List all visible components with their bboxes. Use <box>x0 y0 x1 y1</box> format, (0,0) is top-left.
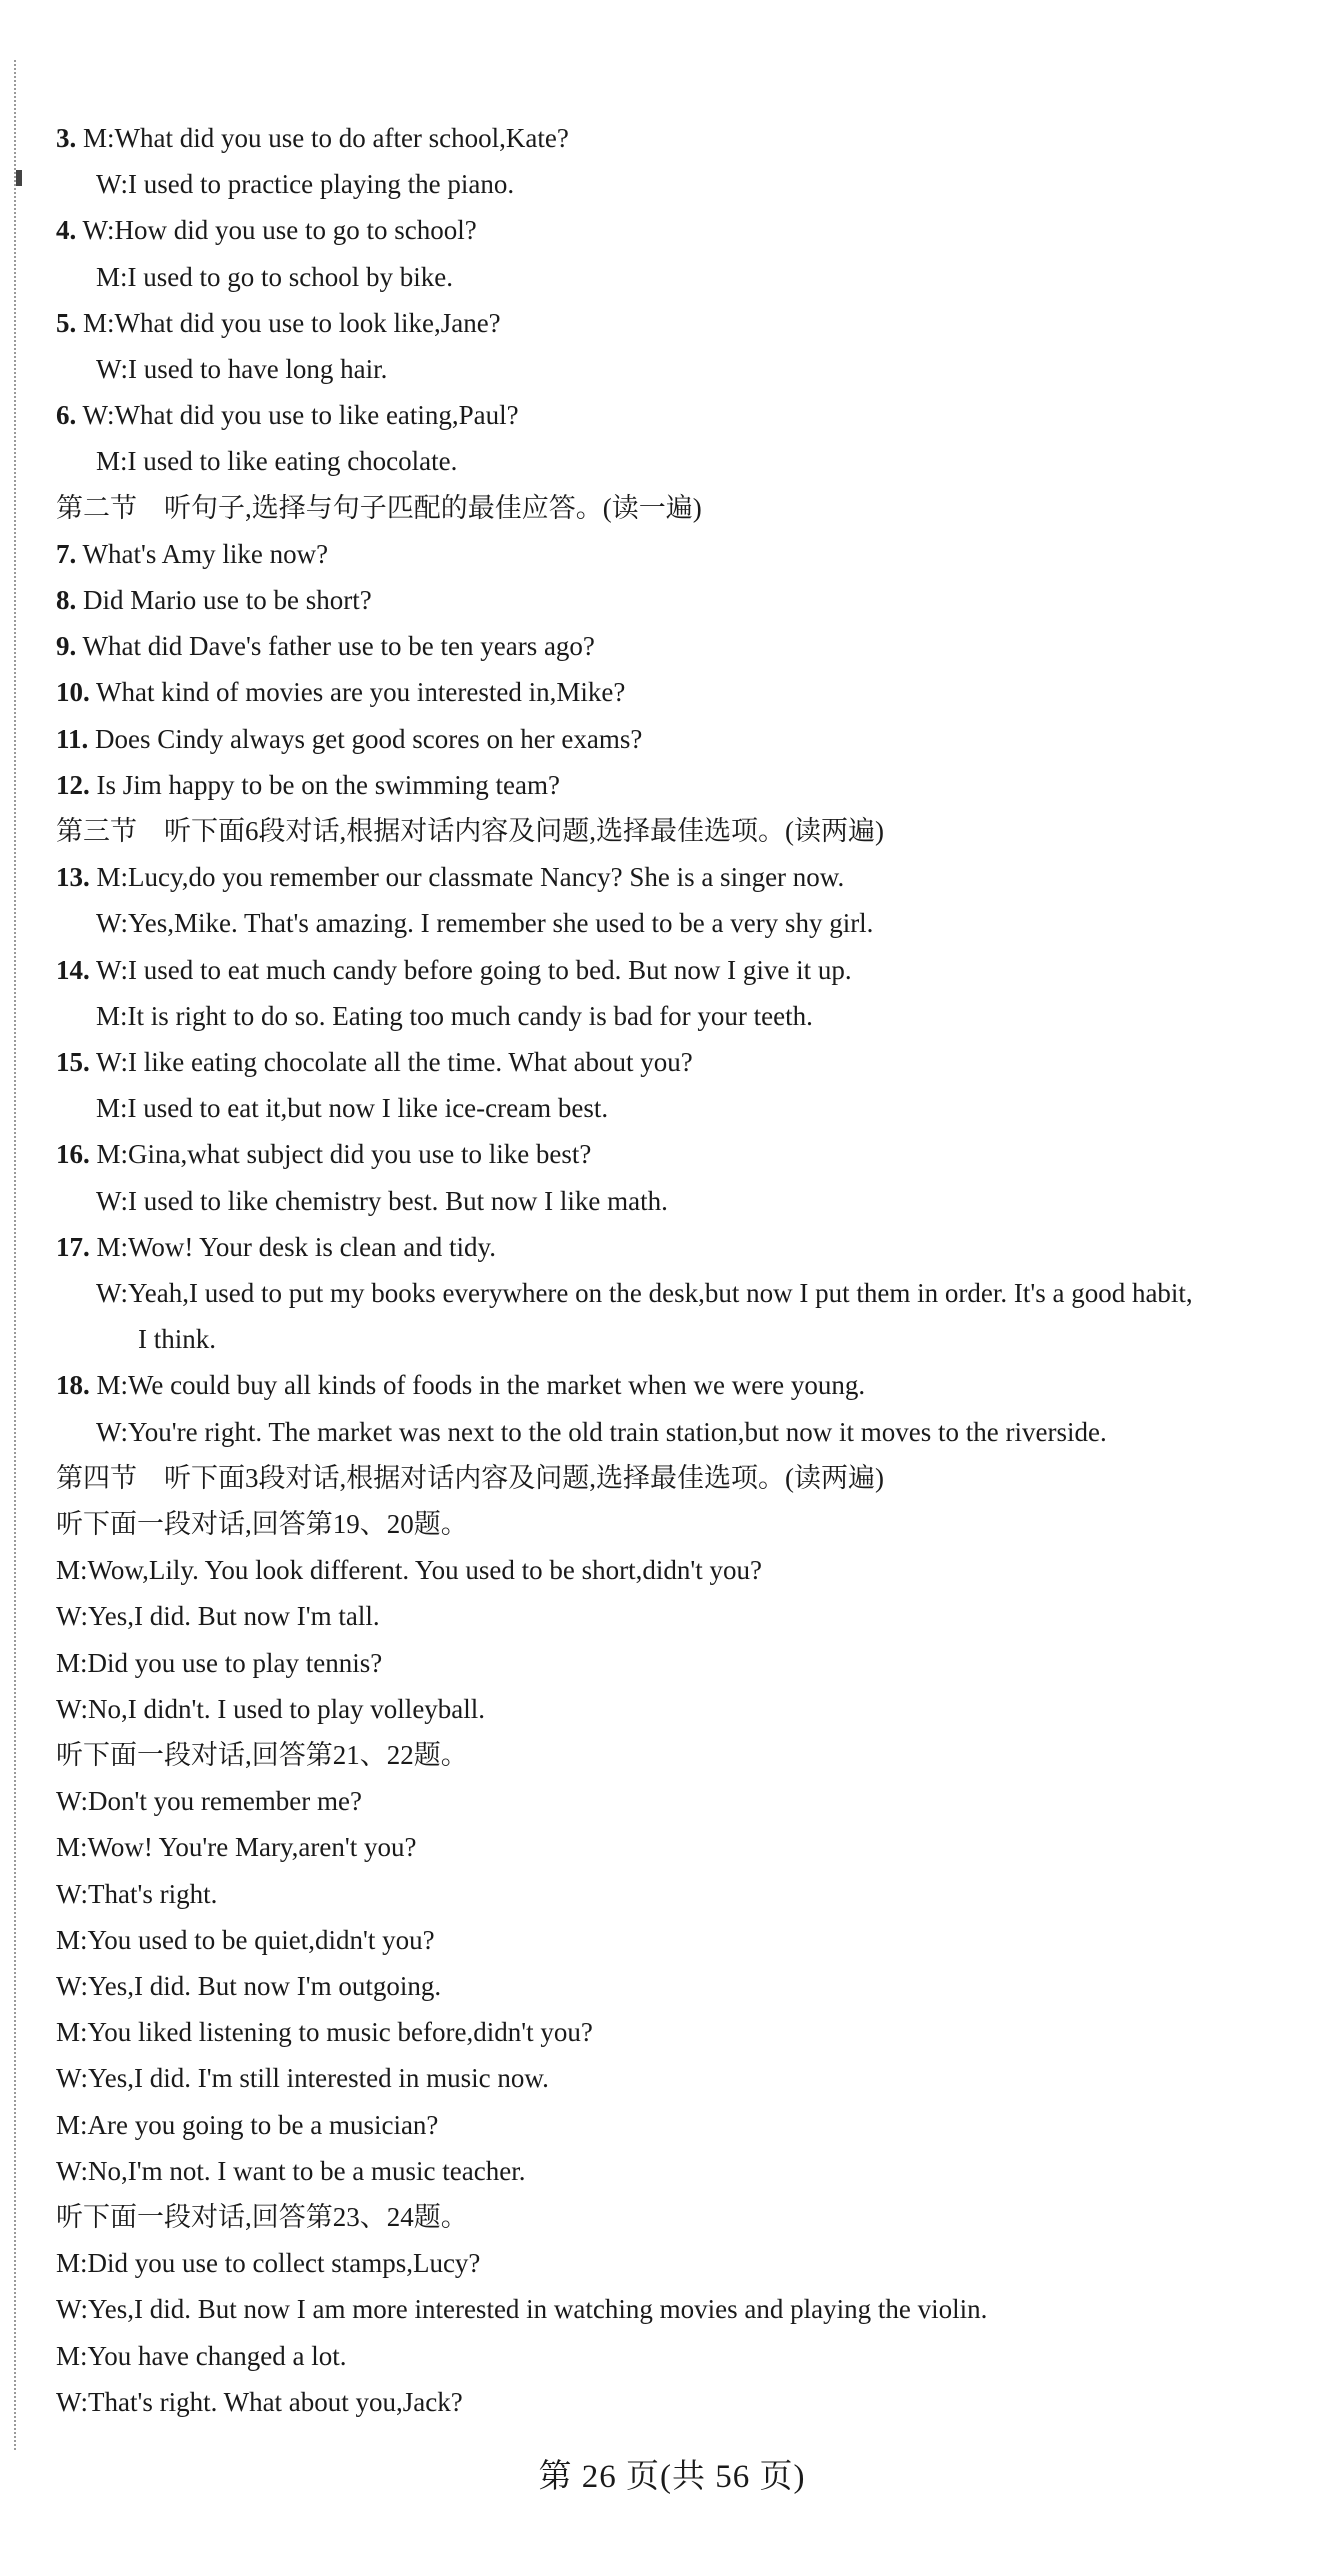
question-number: 18. <box>56 1370 90 1401</box>
transcript-line <box>96 905 873 941</box>
line-text: 第二节 听句子,选择与句子匹配的最佳应答。(读一遍) <box>56 492 702 523</box>
transcript-line <box>56 2060 549 2096</box>
question-number: 14. <box>56 954 90 985</box>
transcript-line <box>96 443 457 479</box>
question-line <box>56 1136 591 1172</box>
transcript-line <box>56 490 702 526</box>
line-text: W:You're right. The market was next to the old train station,but now it moves to the riverside. <box>96 1416 1107 1447</box>
line-text: W:I like eating chocolate all the time. What about you? <box>89 1047 693 1077</box>
question-line <box>56 1044 693 1080</box>
line-text: M:Wow! You're Mary,aren't you? <box>56 1832 417 1863</box>
binding-dotted-line <box>14 60 16 2450</box>
transcript-line <box>96 259 453 295</box>
question-line <box>56 1229 496 1265</box>
transcript-line <box>56 2014 593 2050</box>
transcript-line <box>96 1414 1107 1450</box>
line-text: I think. <box>138 1324 216 1355</box>
transcript-line <box>56 1968 441 2004</box>
page-number: 第 26 页(共 56 页) <box>538 2459 806 2495</box>
transcript-line <box>56 1876 217 1912</box>
line-text: W:Yeah,I used to put my books everywhere on the desk,but now I put them in order. It's a good habit, <box>96 1278 1193 1308</box>
question-line <box>56 397 519 433</box>
line-text: 听下面一段对话,回答第21、22题。 <box>56 1740 468 1770</box>
transcript-line <box>56 1737 468 1773</box>
line-text: What's Amy like now? <box>76 538 329 569</box>
transcript-line <box>96 1090 608 1126</box>
transcript-line <box>96 1275 1193 1311</box>
line-text: W:Yes,I did. But now I'm tall. <box>56 1601 380 1632</box>
transcript-line <box>56 1598 380 1634</box>
line-text: W:Yes,I did. But now I am more interested in watching movies and playing the violin. <box>56 2294 988 2325</box>
transcript-line <box>56 2245 480 2281</box>
transcript-line <box>56 1460 884 1496</box>
question-number: 9. <box>56 631 77 662</box>
transcript-line <box>56 2153 525 2189</box>
question-number: 17. <box>56 1231 90 1262</box>
question-line <box>56 212 477 248</box>
line-text: M:You used to be quiet,didn't you? <box>56 1924 435 1955</box>
transcript-line <box>96 1183 668 1219</box>
transcript-line <box>56 1506 468 1542</box>
line-text: M:Are you going to be a musician? <box>56 2109 439 2140</box>
line-text: W:No,I'm not. I want to be a music teacher. <box>56 2155 526 2186</box>
transcript-line <box>56 2107 438 2143</box>
line-text: W:Yes,Mike. That's amazing. I remember she used to be a very shy girl. <box>96 908 874 939</box>
question-line <box>56 1367 865 1403</box>
line-text: W:Don't you remember me? <box>56 1786 363 1817</box>
question-line <box>56 859 844 895</box>
line-text: M:Did you use to collect stamps,Lucy? <box>56 2248 481 2279</box>
question-line <box>56 536 328 572</box>
line-text: What did Dave's father use to be ten years ago? <box>76 631 595 662</box>
question-line <box>56 628 595 664</box>
question-number: 7. <box>56 538 77 569</box>
line-text: M:I used to like eating chocolate. <box>96 446 458 477</box>
transcript-line <box>138 1321 216 1357</box>
transcript-line <box>56 2384 463 2420</box>
question-number: 13. <box>56 862 90 893</box>
line-text: W:How did you use to go to school? <box>76 215 477 246</box>
line-text: M:Gina,what subject did you use to like best? <box>89 1139 592 1170</box>
transcript-line <box>56 1922 435 1958</box>
line-text: W:I used to practice playing the piano. <box>96 169 515 200</box>
transcript-line <box>56 1783 362 1819</box>
line-text: M:What did you use to look like,Jane? <box>76 307 501 338</box>
question-line <box>56 674 625 710</box>
line-text: What kind of movies are you interested in,Mike? <box>89 677 626 708</box>
question-number: 8. <box>56 585 77 615</box>
question-number: 16. <box>56 1139 90 1170</box>
transcript-line <box>56 2291 987 2327</box>
line-text: W:I used to like chemistry best. But now I like math. <box>96 1185 668 1216</box>
line-text: M:Lucy,do you remember our classmate Nancy? She is a singer now. <box>89 862 845 893</box>
question-number: 6. <box>56 400 77 431</box>
line-text: 听下面一段对话,回答第19、20题。 <box>56 1509 468 1539</box>
transcript-line <box>96 166 514 202</box>
transcript-line <box>56 1691 485 1727</box>
transcript-line <box>56 1552 762 1588</box>
line-text: M:What did you use to do after school,Kate? <box>76 123 569 153</box>
question-number: 15. <box>56 1047 90 1077</box>
line-text: M:It is right to do so. Eating too much candy is bad for your teeth. <box>96 1000 813 1031</box>
line-text: M:Did you use to play tennis? <box>56 1647 383 1678</box>
line-text: Does Cindy always get good scores on her exams? <box>88 723 643 754</box>
line-text: M:You have changed a lot. <box>56 2340 347 2371</box>
line-text: Did Mario use to be short? <box>76 585 372 615</box>
question-number: 11. <box>56 723 89 754</box>
line-text: M:We could buy all kinds of foods in the market when we were young. <box>89 1370 866 1401</box>
transcript-line <box>56 1829 417 1865</box>
question-line <box>56 721 642 757</box>
line-text: M:Wow,Lily. You look different. You used to be short,didn't you? <box>56 1555 762 1586</box>
line-text: W:That's right. What about you,Jack? <box>56 2386 463 2417</box>
line-text: W:Yes,I did. But now I'm outgoing. <box>56 1971 442 2001</box>
question-line <box>56 305 501 341</box>
line-text: M:You liked listening to music before,didn't you? <box>56 2017 593 2048</box>
line-text: W:That's right. <box>56 1878 218 1909</box>
line-text: W:What did you use to like eating,Paul? <box>76 400 519 431</box>
transcript-line <box>96 351 387 387</box>
question-number: 5. <box>56 307 77 338</box>
line-text: M:I used to eat it,but now I like ice-cream best. <box>96 1093 609 1124</box>
line-text: Is Jim happy to be on the swimming team? <box>89 769 560 800</box>
question-number: 4. <box>56 215 77 246</box>
question-line <box>56 582 372 618</box>
line-text: W:No,I didn't. I used to play volleyball. <box>56 1693 486 1724</box>
question-line <box>56 767 560 803</box>
question-number: 10. <box>56 677 90 708</box>
question-number: 3. <box>56 123 77 153</box>
line-text: M:I used to go to school by bike. <box>96 261 453 292</box>
transcript-line <box>56 1645 382 1681</box>
question-number: 12. <box>56 769 90 800</box>
line-text: 第四节 听下面3段对话,根据对话内容及问题,选择最佳选项。(读两遍) <box>56 1462 884 1493</box>
line-text: W:I used to eat much candy before going to bed. But now I give it up. <box>89 954 852 985</box>
binding-mark <box>16 170 22 186</box>
line-text: 第三节 听下面6段对话,根据对话内容及问题,选择最佳选项。(读两遍) <box>56 816 884 846</box>
line-text: W:I used to have long hair. <box>96 354 388 384</box>
question-line <box>56 120 569 156</box>
line-text: M:Wow! Your desk is clean and tidy. <box>89 1231 497 1262</box>
question-line <box>56 952 852 988</box>
transcript-line <box>56 813 884 849</box>
transcript-line <box>56 2338 346 2374</box>
transcript-line <box>56 2199 468 2235</box>
line-text: 听下面一段对话,回答第23、24题。 <box>56 2202 468 2232</box>
line-text: W:Yes,I did. I'm still interested in music now. <box>56 2063 549 2094</box>
transcript-line <box>96 998 813 1034</box>
